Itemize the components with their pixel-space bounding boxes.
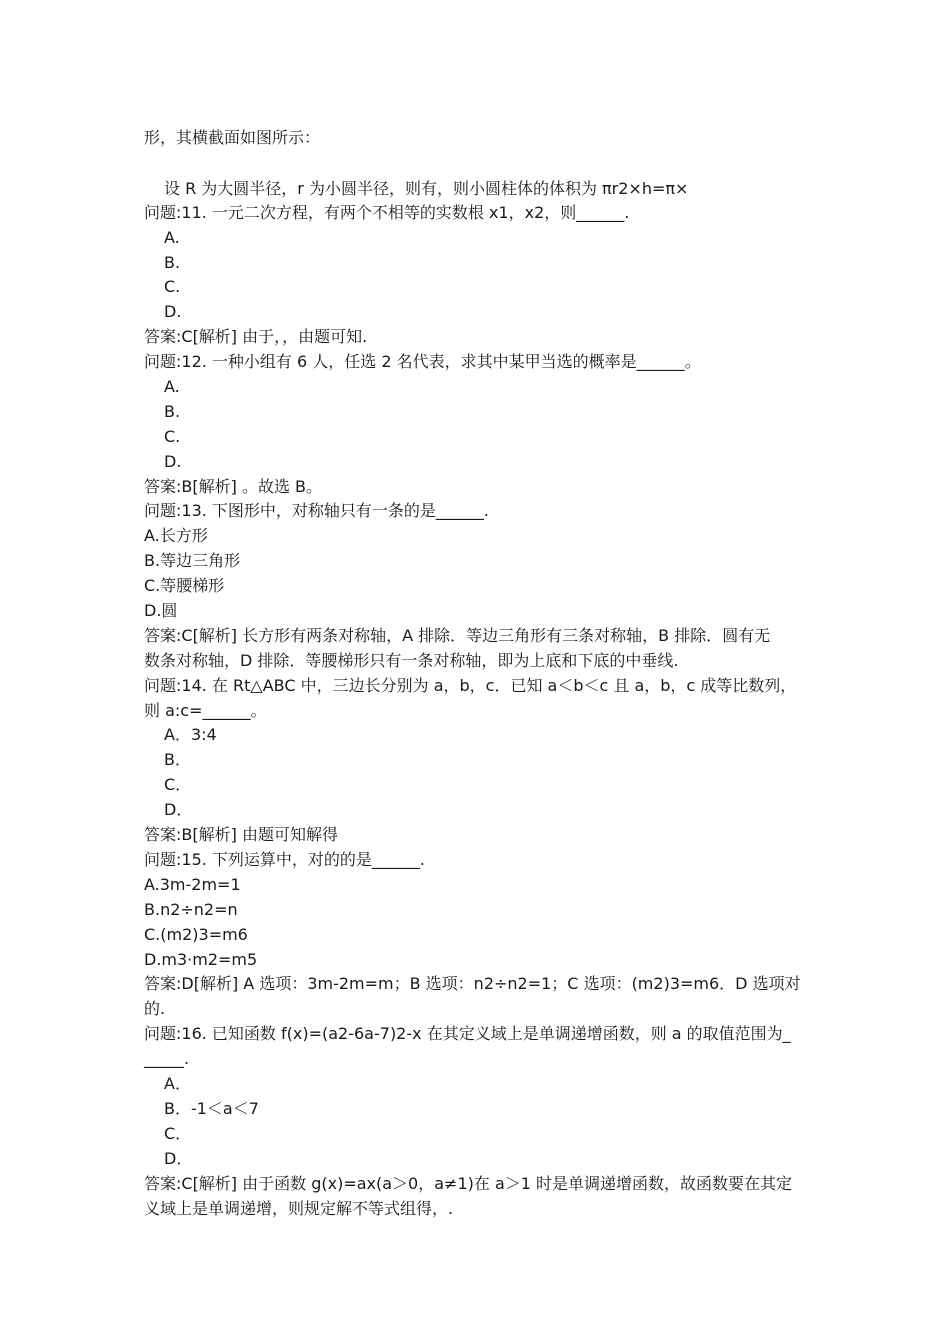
option-b: B. [164, 402, 181, 421]
question-16: 问题:16. 已知函数 f(x)=(a2-6a-7)2-x 在其定义域上是单调递增函数，则 a 的取值范围为_ [144, 1024, 791, 1043]
option-c: C． [164, 775, 192, 794]
answer-16: 答案:C[解析] 由于函数 g(x)=ax(a＞0，a≠1)在 a＞1 时是单调递增函数，故函数要在其定 [144, 1174, 793, 1193]
option-c: C. [164, 277, 181, 296]
option-b: B． [164, 750, 191, 769]
option-b: B．-1＜a＜7 [164, 1099, 259, 1118]
question-11: 问题:11. 一元二次方程，有两个不相等的实数根 x1，x2，则______. [144, 203, 630, 222]
answer-15: 答案:D[解析] A 选项：3m-2m=m；B 选项：n2÷n2=1；C 选项：(m2)3=m6．D 选项对 [144, 974, 801, 993]
answer-13: 答案:C[解析] 长方形有两条对称轴，A 排除．等边三角形有三条对称轴，B 排除．圆有无 [144, 626, 771, 645]
option-d: D. [164, 302, 182, 321]
option-b: B.等边三角形 [144, 551, 241, 570]
question-12: 问题:12. 一种小组有 6 人，任选 2 名代表，求其中某甲当选的概率是______。 [144, 352, 701, 371]
option-c: C． [164, 1124, 192, 1143]
option-a: A． [164, 1074, 191, 1093]
option-c: C.(m2)3=m6 [144, 925, 248, 944]
answer-13-cont: 数条对称轴，D 排除．等腰梯形只有一条对称轴，即为上底和下底的中垂线. [144, 651, 679, 670]
answer-16-cont: 义域上是单调递增，则规定解不等式组得，. [144, 1199, 454, 1218]
intro-text: 形，其横截面如图所示： [144, 128, 321, 147]
question-14-cont: 则 a:c=______。 [144, 701, 267, 720]
intro-text: 设 R 为大圆半径，r 为小圆半径，则有，则小圆柱体的体积为 πr2×h=π× [164, 179, 689, 198]
question-14: 问题:14. 在 Rt△ABC 中，三边长分别为 a，b，c．已知 a＜b＜c 且 a，b，c 成等比数列， [144, 676, 797, 695]
option-d: D． [164, 1149, 193, 1168]
answer-12: 答案:B[解析] 。故选 B。 [144, 477, 323, 496]
answer-11: 答案:C[解析] 由于，，由题可知. [144, 327, 368, 346]
option-a: A. [164, 377, 180, 396]
option-a: A.3m-2m=1 [144, 875, 241, 894]
question-13: 问题:13. 下图形中，对称轴只有一条的是______. [144, 501, 490, 520]
option-d: D.m3·m2=m5 [144, 950, 258, 969]
option-c: C.等腰梯形 [144, 576, 225, 595]
option-d: D.圆 [144, 601, 178, 620]
option-c: C. [164, 427, 181, 446]
question-16-cont: _____. [144, 1049, 190, 1068]
option-a: A．3:4 [164, 725, 217, 744]
option-b: B. [164, 253, 181, 272]
option-d: D. [164, 452, 182, 471]
question-15: 问题:15. 下列运算中，对的的是______. [144, 850, 426, 869]
option-a: A.长方形 [144, 526, 208, 545]
option-a: A. [164, 228, 180, 247]
answer-14: 答案:B[解析] 由题可知解得 [144, 825, 338, 844]
option-b: B.n2÷n2=n [144, 900, 238, 919]
option-d: D． [164, 800, 193, 819]
answer-15-cont: 的. [144, 999, 166, 1018]
